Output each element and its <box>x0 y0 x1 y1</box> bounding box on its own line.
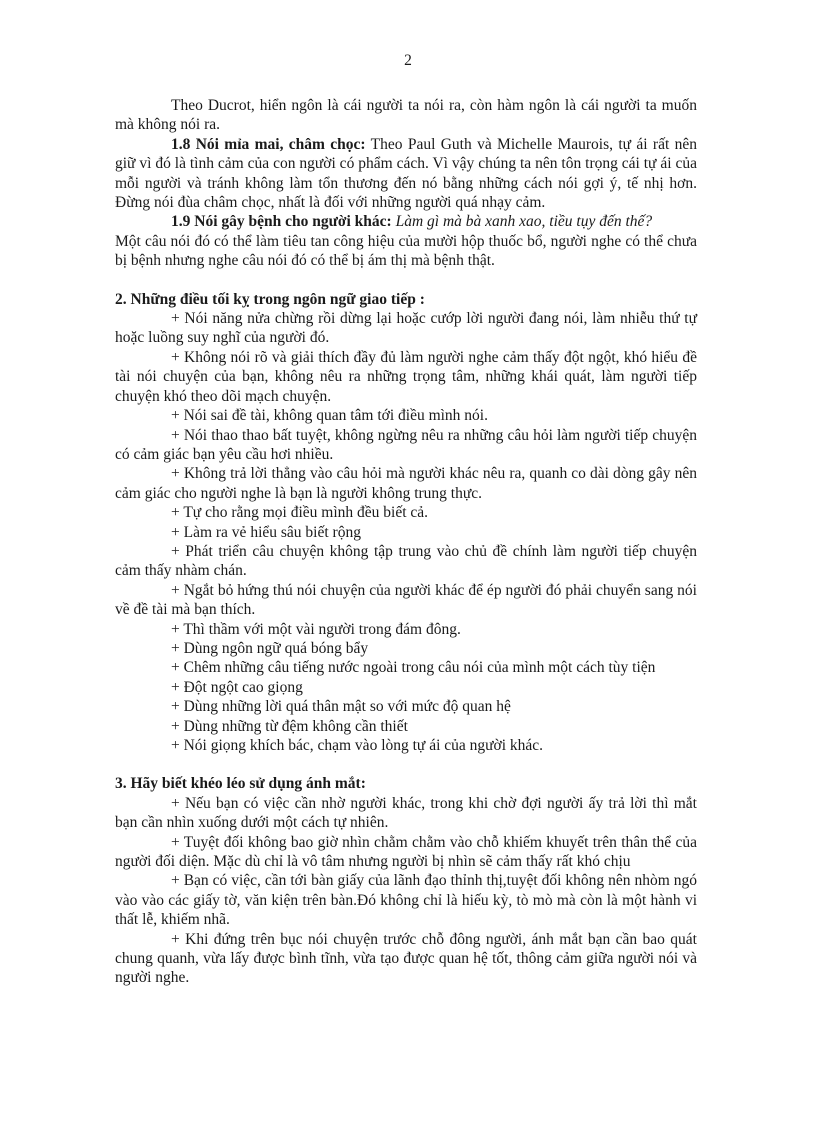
list-item: + Không nói rõ và giải thích đầy đủ làm người nghe cảm thấy đột ngột, khó hiểu đề tài nói chuyện của bạn, không nêu ra những trọng tâm, những khái quát, làm người tiếp chuyện khó theo dõi mạch chuyện. <box>115 348 697 405</box>
section-3-list <box>115 794 697 988</box>
section-1-9-quote: Làm gì mà bà xanh xao, tiều tụy đến thế? <box>391 213 653 231</box>
list-item: + Đột ngột cao giọng <box>171 678 303 696</box>
section-3-title: 3. Hãy biết khéo léo sử dụng ánh mắt: <box>115 775 366 793</box>
section-1-9-body: Một câu nói đó có thể làm tiêu tan công hiệu của mười hộp thuốc bổ, người nghe có thể chưa bị bệnh nhưng nghe câu nói đó có thể bị ám thị mà bệnh thật. <box>115 232 697 270</box>
section-2-list <box>115 309 697 755</box>
list-item: + Thì thầm với một vài người trong đám đông. <box>171 620 461 638</box>
section-1-9-heading-line <box>115 212 697 231</box>
section-1-8-paragraph <box>115 135 697 213</box>
list-item: + Chêm những câu tiếng nước ngoài trong câu nói của mình một cách tùy tiện <box>171 659 656 677</box>
list-item: + Tự cho rằng mọi điều mình đều biết cả. <box>171 504 429 522</box>
list-item: + Nếu bạn có việc cần nhờ người khác, trong khi chờ đợi người ấy trả lời thì mắt bạn cần nhìn xuống dưới một cách tự nhiên. <box>115 794 697 832</box>
document-body <box>115 96 697 988</box>
page-number: 2 <box>404 52 412 69</box>
section-1-8-title: 1.8 Nói mỉa mai, châm chọc: <box>171 135 366 153</box>
list-item: + Dùng ngôn ngữ quá bóng bẩy <box>171 639 369 657</box>
list-item: + Không trả lời thẳng vào câu hỏi mà người khác nêu ra, quanh co dài dòng gây nên cảm giác cho người nghe là bạn là người không trung thực. <box>115 465 697 502</box>
list-item: + Dùng những từ đệm không cần thiết <box>171 717 408 735</box>
list-item: + Tuyệt đối không bao giờ nhìn chằm chằm vào chỗ khiếm khuyết trên thân thể của người đối diện. Mặc dù chỉ là vô tâm nhưng người bị nhìn sẽ cảm thấy rất khó chịu <box>115 833 697 871</box>
list-item: + Nói giọng khích bác, chạm vào lòng tự ái của người khác. <box>171 737 544 754</box>
list-item: + Bạn có việc, cần tới bàn giấy của lãnh đạo thỉnh thị,tuyệt đối không nên nhòm ngó vào vào các giấy tờ, văn kiện trên bàn.Đó không chỉ là hiếu kỳ, tò mò mà còn là một hành vi thất lễ, khiếm nhã. <box>115 872 697 929</box>
list-item: + Ngắt bỏ hứng thú nói chuyện của người khác để ép người đó phải chuyển sang nói về đề tài mà bạn thích. <box>115 581 697 619</box>
intro-paragraph: Theo Ducrot, hiển ngôn là cái người ta nói ra, còn hàm ngôn là cái người ta muốn mà không nói ra. <box>115 97 697 134</box>
list-item: + Phát triển câu chuyện không tập trung vào chủ đề chính làm người tiếp chuyện cảm thấy nhàm chán. <box>115 542 697 580</box>
list-item: + Làm ra vẻ hiểu sâu biết rộng <box>171 523 361 541</box>
section-1-9-title: 1.9 Nói gây bệnh cho người khác: <box>171 213 392 231</box>
section-2-title: 2. Những điều tối kỵ trong ngôn ngữ giao tiếp : <box>115 290 425 308</box>
list-item: + Dùng những lời quá thân mật so với mức độ quan hệ <box>171 698 511 716</box>
section-1-8-body: Theo Paul Guth và Michelle Maurois, tự ái rất nên giữ vì đó là tình cảm của con người có phẩm cách. Vì vậy chúng ta nên tôn trọng cái tự ái của mỗi người và tránh không làm tổn thương đến nó bằng những cách nói gợi ý, tế nhị hơn. Đừng nói đùa châm chọc, nhất là đối với những người quá nhạy cảm. <box>115 135 697 212</box>
list-item: + Nói thao thao bất tuyệt, không ngừng nêu ra những câu hỏi làm người tiếp chuyện có cảm giác bạn yêu cầu hơi nhiều. <box>115 426 697 463</box>
list-item: + Khi đứng trên bục nói chuyện trước chỗ đông người, ánh mắt bạn cần bao quát chung quanh, vừa lấy được bình tĩnh, vừa tạo được quan hệ tốt, thông cảm giữa người nói và người nghe. <box>115 930 697 987</box>
list-item: + Nói năng nửa chừng rồi dừng lại hoặc cướp lời người đang nói, làm nhiễu thứ tự hoặc luồng suy nghĩ của người đó. <box>115 310 697 347</box>
list-item: + Nói sai đề tài, không quan tâm tới điều mình nói. <box>171 407 488 425</box>
